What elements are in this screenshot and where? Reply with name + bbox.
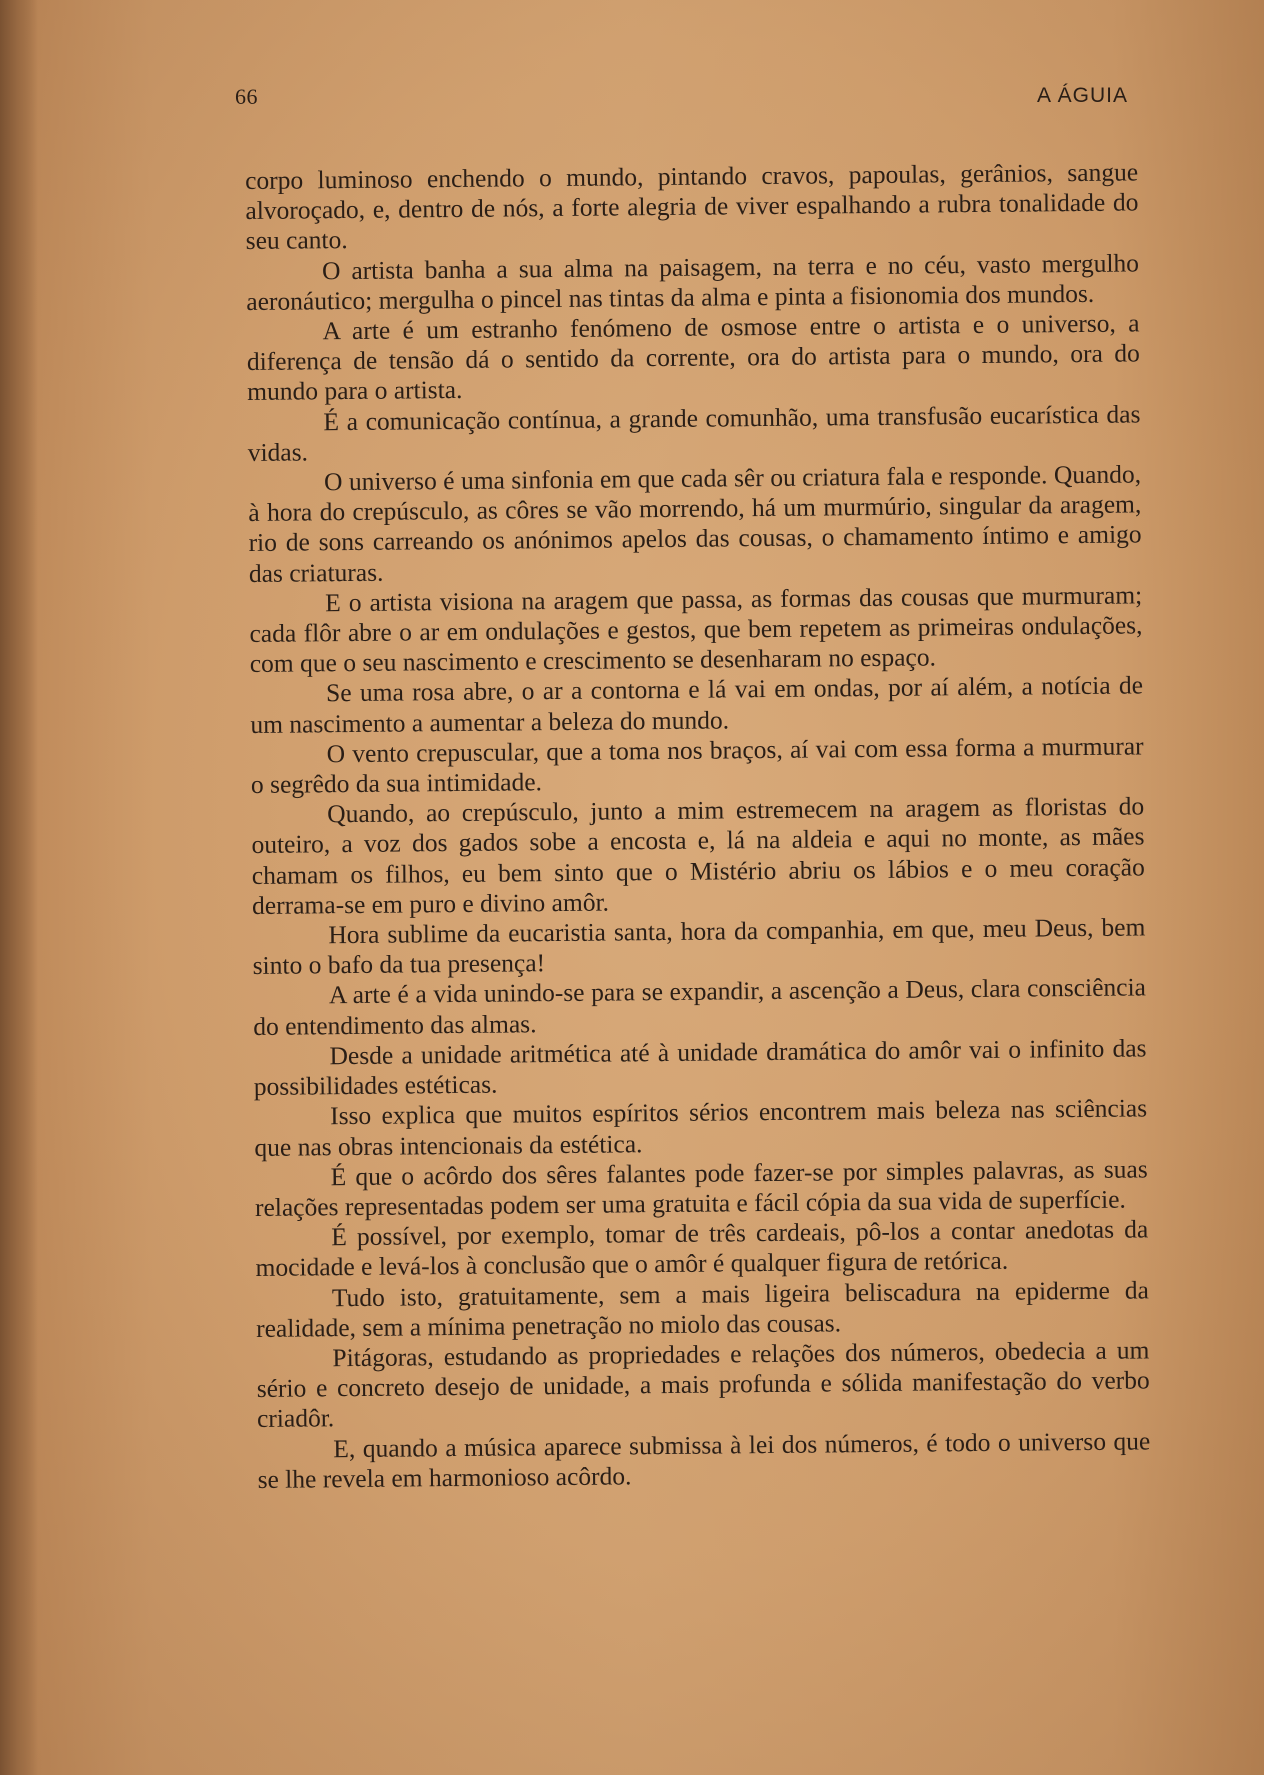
paragraph: É que o acôrdo dos sêres falantes pode fazer-se por simples palavras, as suas relações representadas podem ser uma gratuita e fácil cópia da sua vida de superfície. [254,1154,1148,1222]
paragraph: Se uma rosa abre, o ar a contorna e lá vai em ondas, por aí além, a notícia de um nascimento a aumentar a beleza do mundo. [250,670,1144,739]
paragraph: É possível, por exemplo, tomar de três cardeais, pô-los a contar anedotas da mocidade e levá-los à conclusão que o amôr é qualquer figura de retórica. [255,1214,1149,1283]
body-text [245,157,1151,1494]
paragraph: O universo é uma sinfonia em que cada sêr ou criatura fala e responde. Quando, à hora do crepúsculo, as côres se vão morrendo, há um murmúrio, singular da aragem, rio de sons carreando os anónimos apelos das cousas, o chamamento íntimo e amigo das criaturas. [248,459,1142,588]
paragraph: A arte é um estranho fenómeno de osmose entre o artista e o universo, a diferença de tensão dá o sentido da corrente, ora do artista para o mundo, ora do mundo para o artista. [246,308,1140,407]
page-spine-shadow [0,0,38,1775]
paragraph: A arte é a vida unindo-se para se expandir, a ascenção a Deus, clara consciência do entendimento das almas. [253,972,1147,1041]
paragraph: Hora sublime da eucaristia santa, hora da companhia, em que, meu Deus, bem sinto o bafo da tua presença! [252,912,1146,981]
paragraph: Quando, ao crepúsculo, junto a mim estremecem na aragem as floristas do outeiro, a voz dos gados sobe a encosta e, lá na aldeia e aqui no monte, as mães chamam os filhos, eu bem sinto que o Mistério abriu os lábios e o meu coração derrama-se em puro e divino amôr. [251,791,1145,920]
page-number: 66 [235,84,258,109]
paragraph: E, quando a música aparece submissa à lei dos números, é todo o universo que se lhe revela em harmonioso acôrdo. [257,1425,1151,1494]
paragraph: E o artista visiona na aragem que passa, as formas das cousas que murmuram; cada flôr abre o ar em ondulações e gestos, que bem repetem as primeiras ondulações, com que o seu nascimento e crescimento se desenharam no espaço. [249,580,1143,679]
paragraph: Desde a unidade aritmética até à unidade dramática do amôr vai o infinito das possibilidades estéticas. [253,1033,1147,1102]
paragraph: O vento crepuscular, que a toma nos braços, aí vai com essa forma a murmurar o segrêdo da sua intimidade. [250,731,1144,800]
paragraph: corpo luminoso enchendo o mundo, pintando cravos, papoulas, gerânios, sangue alvoroçado, e, dentro de nós, a forte alegria de viver espalhando a rubra tonalidade do seu canto. [245,157,1139,256]
running-head: A ÁGUIA [1036,84,1128,107]
paragraph: Tudo isto, gratuitamente, sem a mais ligeira beliscadura na epiderme da realidade, sem a mínima penetração no miolo das cousas. [256,1274,1149,1343]
paragraph: Pitágoras, estudando as propriedades e relações dos números, obedecia a um sério e concreto desejo de unidade, a mais profunda e sólida manifestação do verbo criadôr. [256,1335,1150,1434]
paragraph: O artista banha a sua alma na paisagem, na terra e no céu, vasto mergulho aeronáutico; mergulha o pincel nas tintas da alma e pinta a fisionomia dos mundos. [246,248,1140,316]
paragraph: Isso explica que muitos espíritos sérios encontrem mais beleza nas sciências que nas obras intencionais da estética. [254,1093,1148,1162]
page-header [235,84,1128,124]
paragraph: É a comunicação contínua, a grande comunhão, uma transfusão eucarística das vidas. [247,399,1141,467]
